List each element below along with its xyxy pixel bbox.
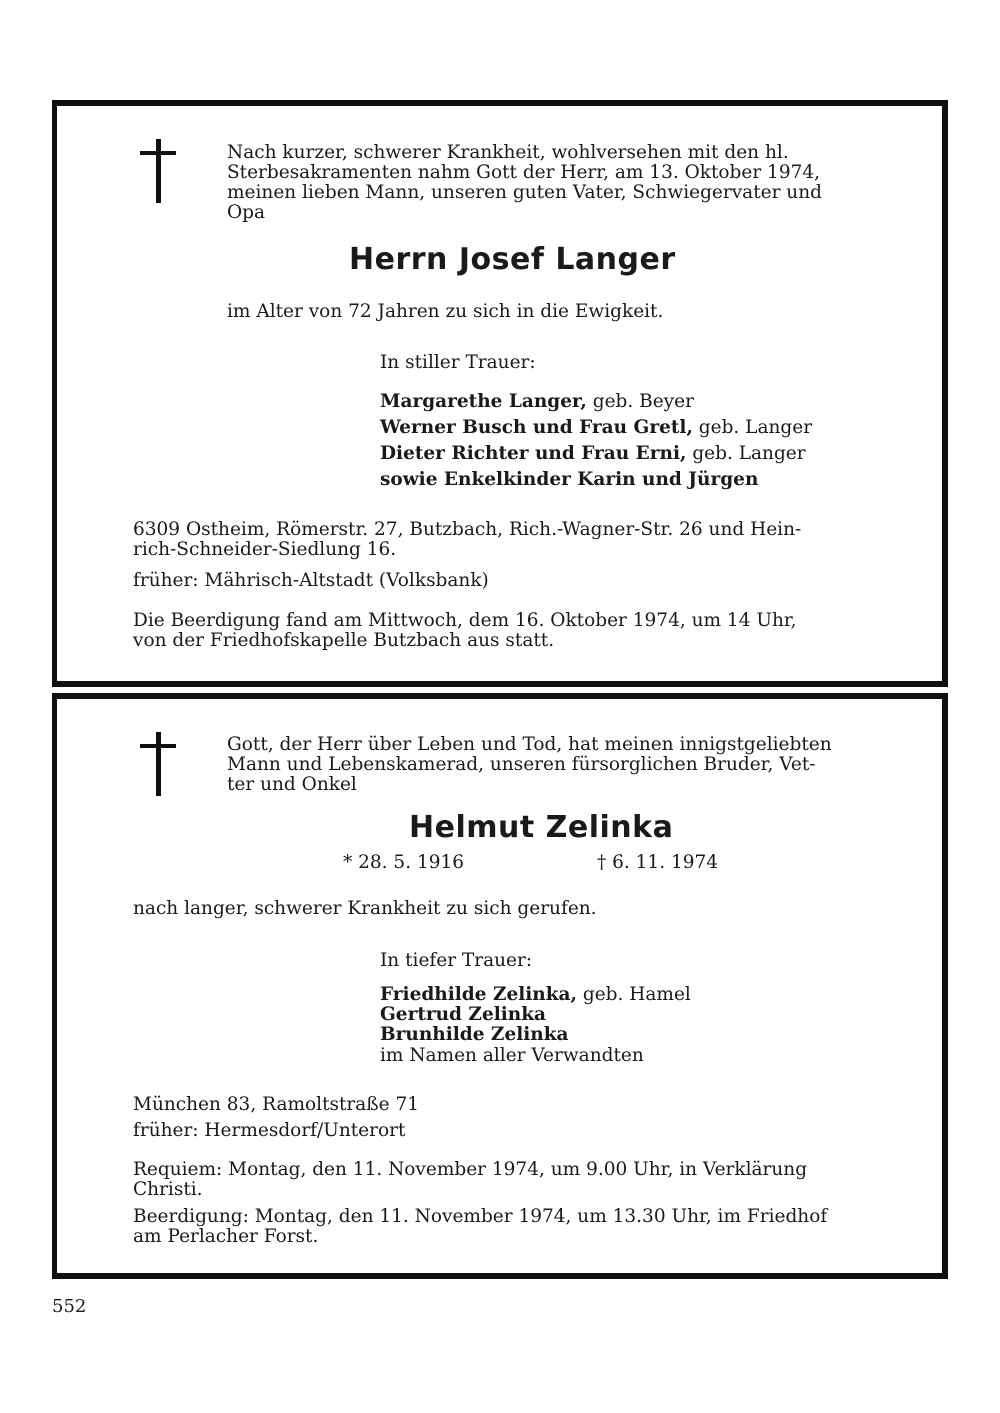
intro-line: ter und Onkel <box>227 774 357 795</box>
intro-line: Opa <box>227 202 266 223</box>
mourner-name: Dieter Richter und Frau Erni, <box>380 443 687 464</box>
mourner-line <box>380 985 691 1005</box>
burial-line: am Perlacher Forst. <box>133 1226 319 1247</box>
page-number: 552 <box>52 1296 87 1317</box>
called-line: nach langer, schwerer Krankheit zu sich gerufen. <box>133 898 597 919</box>
mourner-note: geb. Langer <box>686 443 806 464</box>
deceased-name: Helmut Zelinka <box>409 810 674 845</box>
requiem-line: Christi. <box>133 1179 203 1200</box>
intro-line: Nach kurzer, schwerer Krankheit, wohlversehen mit den hl. <box>227 142 789 163</box>
address-line: München 83, Ramoltstraße 71 <box>133 1094 420 1115</box>
mourning-heading: In tiefer Trauer: <box>380 950 533 971</box>
mourner-note: geb. Beyer <box>586 391 694 412</box>
mourner-name: Brunhilde Zelinka <box>380 1024 569 1045</box>
obituary-notice-josef-langer <box>52 100 948 687</box>
birth-date: * 28. 5. 1916 <box>343 852 465 873</box>
funeral-line: Die Beerdigung fand am Mittwoch, dem 16. Oktober 1974, um 14 Uhr, <box>133 610 797 631</box>
funeral-line: von der Friedhofskapelle Butzbach aus statt. <box>133 630 555 651</box>
intro-line: Gott, der Herr über Leben und Tod, hat meinen innigstgeliebten <box>227 734 832 755</box>
formerly-line: früher: Hermesdorf/Unterort <box>133 1120 406 1141</box>
mourner-name: Gertrud Zelinka <box>380 1004 547 1025</box>
intro-line: Sterbesakramenten nahm Gott der Herr, am 13. Oktober 1974, <box>227 162 821 183</box>
mourner-name: Margarethe Langer, <box>380 391 587 412</box>
latin-cross-icon <box>140 139 176 203</box>
mourner-line <box>380 1025 569 1045</box>
latin-cross-icon <box>140 732 176 796</box>
formerly-line: früher: Mährisch-Altstadt (Volksbank) <box>133 570 489 591</box>
mourning-heading: In stiller Trauer: <box>380 352 536 373</box>
intro-line: Mann und Lebenskamerad, unseren fürsorglichen Bruder, Vet- <box>227 754 816 775</box>
address-line: rich-Schneider-Siedlung 16. <box>133 539 397 560</box>
deceased-name: Herrn Josef Langer <box>349 242 676 277</box>
mourner-line <box>380 470 758 490</box>
mourner-line <box>380 444 806 464</box>
relatives-line: im Namen aller Verwandten <box>380 1045 644 1066</box>
obituary-notice-helmut-zelinka <box>52 693 948 1279</box>
mourner-name: Werner Busch und Frau Gretl, <box>380 417 693 438</box>
mourner-line <box>380 418 812 438</box>
mourner-note: geb. Hamel <box>576 984 691 1005</box>
death-date: † 6. 11. 1974 <box>597 852 719 873</box>
mourner-name: sowie Enkelkinder Karin und Jürgen <box>380 469 759 490</box>
age-line: im Alter von 72 Jahren zu sich in die Ewigkeit. <box>227 301 664 322</box>
mourner-line <box>380 392 694 412</box>
burial-line: Beerdigung: Montag, den 11. November 1974, um 13.30 Uhr, im Friedhof <box>133 1206 828 1227</box>
mourner-line <box>380 1005 546 1025</box>
intro-line: meinen lieben Mann, unseren guten Vater, Schwiegervater und <box>227 182 822 203</box>
mourner-name: Friedhilde Zelinka, <box>380 984 577 1005</box>
requiem-line: Requiem: Montag, den 11. November 1974, um 9.00 Uhr, in Verklärung <box>133 1159 808 1180</box>
address-line: 6309 Ostheim, Römerstr. 27, Butzbach, Rich.-Wagner-Str. 26 und Hein- <box>133 519 802 540</box>
mourner-note: geb. Langer <box>692 417 813 438</box>
